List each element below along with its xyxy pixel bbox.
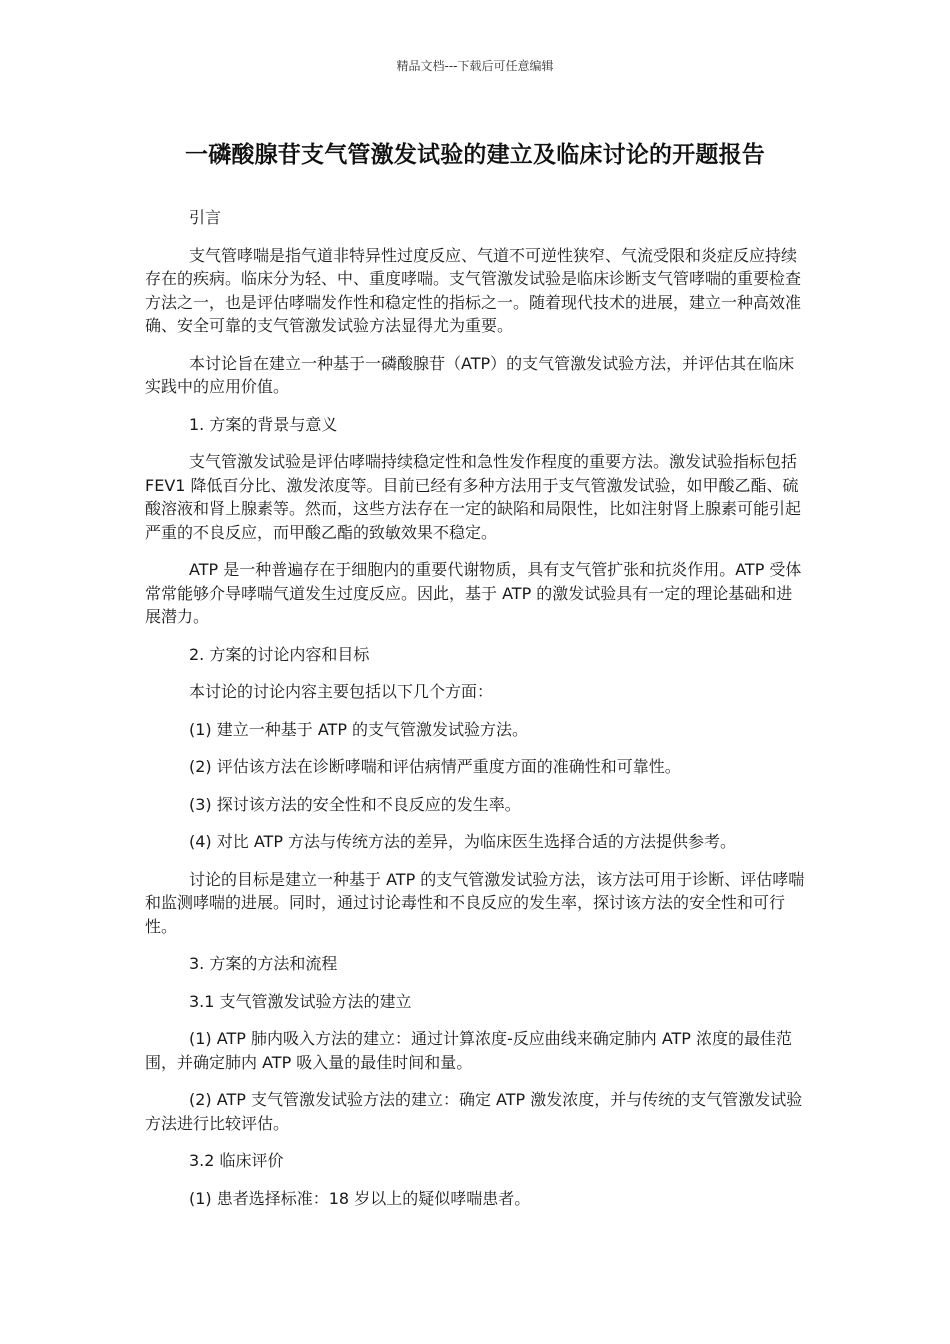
page-header: 精品文档---下载后可任意编辑: [396, 59, 554, 73]
list-item: (3) 探讨该方法的安全性和不良反应的发生率。: [189, 794, 521, 814]
section-heading: 1. 方案的背景与意义: [189, 414, 338, 434]
paragraph: 本讨论旨在建立一种基于一磷酸腺苷（ATP）的支气管激发试验方法，并评估其在临床实践中的应用价值。: [145, 353, 795, 396]
paragraph: 支气管激发试验是评估哮喘持续稳定性和急性发作程度的重要方法。激发试验指标包括 FEV1 降低百分比、激发浓度等。目前已经有多种方法用于支气管激发试验，如甲酸乙酯、硫酸溶液和肾上腺素等。然而，这些方法存在一定的缺陷和局限性，比如注射肾上腺素可能引起严重的不良反应，而甲酸乙酯的致敏效果不稳定。: [145, 452, 802, 542]
list-item: (2) ATP 支气管激发试验方法的建立：确定 ATP 激发浓度，并与传统的支气管激发试验方法进行比较评估。: [145, 1090, 803, 1133]
subsection-heading: 3.2 临床评价: [189, 1151, 284, 1170]
list-item: (1) ATP 肺内吸入方法的建立：通过计算浓度-反应曲线来确定肺内 ATP 浓度的最佳范围，并确定肺内 ATP 吸入量的最佳时间和量。: [145, 1029, 793, 1072]
paragraph: ATP 是一种普遍存在于细胞内的重要代谢物质，具有支气管扩张和抗炎作用。ATP 受体常常能够介导哮喘气道发生过度反应。因此，基于 ATP 的激发试验具有一定的理论基础和进展潜力。: [145, 560, 802, 626]
document-title: 一磷酸腺苷支气管激发试验的建立及临床讨论的开题报告: [185, 142, 765, 168]
subsection-heading: 3.1 支气管激发试验方法的建立: [189, 991, 412, 1011]
section-heading-intro: 引言: [189, 208, 222, 227]
list-item: (2) 评估该方法在诊断哮喘和评估病情严重度方面的准确性和可靠性。: [189, 757, 681, 776]
paragraph: 支气管哮喘是指气道非特异性过度反应、气道不可逆性狭窄、气流受限和炎症反应持续存在的疾病。临床分为轻、中、重度哮喘。支气管激发试验是临床诊断支气管哮喘的重要检查方法之一，也是评估哮喘发作性和稳定性的指标之一。随着现代技术的进展，建立一种高效准确、安全可靠的支气管激发试验方法显得尤为重要。: [145, 245, 802, 335]
list-item: (1) 建立一种基于 ATP 的支气管激发试验方法。: [189, 719, 529, 739]
paragraph: 讨论的目标是建立一种基于 ATP 的支气管激发试验方法，该方法可用于诊断、评估哮喘和监测哮喘的进展。同时，通过讨论毒性和不良反应的发生率，探讨该方法的安全性和可行性。: [145, 869, 805, 936]
section-heading: 3. 方案的方法和流程: [189, 954, 338, 973]
section-heading: 2. 方案的讨论内容和目标: [189, 644, 370, 664]
paragraph: 本讨论的讨论内容主要包括以下几个方面：: [189, 682, 494, 701]
list-item: (1) 患者选择标准：18 岁以上的疑似哮喘患者。: [189, 1188, 531, 1208]
list-item: (4) 对比 ATP 方法与传统方法的差异，为临床医生选择合适的方法提供参考。: [189, 832, 737, 851]
document-body: [145, 206, 807, 1224]
